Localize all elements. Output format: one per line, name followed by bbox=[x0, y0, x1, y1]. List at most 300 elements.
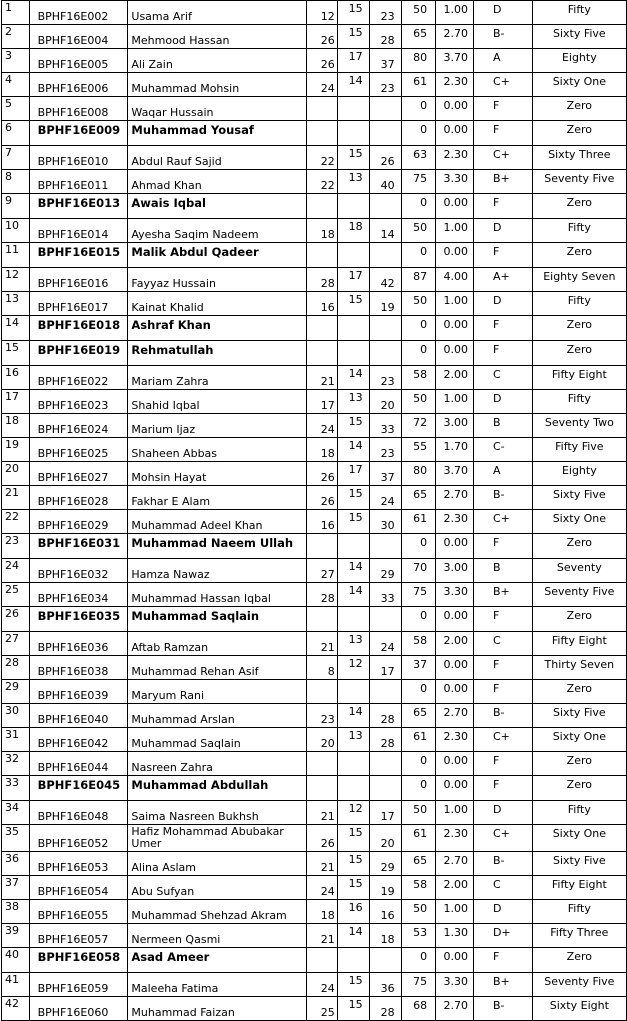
marks-in-words-cell: Fifty Eight bbox=[532, 366, 626, 390]
serial-number-cell: 26 bbox=[2, 607, 30, 632]
student-name-cell: Muhammad Faizan bbox=[128, 997, 307, 1021]
serial-number-cell: 8 bbox=[2, 170, 30, 194]
letter-grade-cell: D bbox=[473, 801, 532, 825]
assessment-1-cell: 28 bbox=[307, 268, 338, 292]
letter-grade-cell: B- bbox=[473, 486, 532, 510]
registration-number-cell: BPHF16E039 bbox=[29, 680, 128, 704]
marks-in-words-cell: Seventy bbox=[532, 559, 626, 583]
assessment-1-cell bbox=[307, 948, 338, 973]
registration-number-cell: BPHF16E019 bbox=[29, 341, 128, 366]
total-marks-cell: 61 bbox=[401, 73, 436, 97]
table-row bbox=[2, 728, 627, 752]
total-marks-cell: 58 bbox=[401, 632, 436, 656]
registration-number-cell: BPHF16E023 bbox=[29, 390, 128, 414]
registration-number-cell: BPHF16E024 bbox=[29, 414, 128, 438]
marks-in-words-cell: Eighty bbox=[532, 462, 626, 486]
grade-point-cell: 0.00 bbox=[436, 121, 474, 146]
assessment-1-cell: 22 bbox=[307, 170, 338, 194]
student-name-cell: Ahmad Khan bbox=[128, 170, 307, 194]
table-row bbox=[2, 825, 627, 852]
grade-point-cell: 1.00 bbox=[436, 292, 474, 316]
grade-point-cell: 1.00 bbox=[436, 900, 474, 924]
grade-point-cell: 1.00 bbox=[436, 390, 474, 414]
registration-number-cell: BPHF16E048 bbox=[29, 801, 128, 825]
assessment-1-cell: 12 bbox=[307, 1, 338, 25]
student-name-cell: Maleeha Fatima bbox=[128, 973, 307, 997]
student-name-cell: Muhammad Saqlain bbox=[128, 607, 307, 632]
assessment-3-cell bbox=[369, 97, 401, 121]
letter-grade-cell: C+ bbox=[473, 825, 532, 852]
registration-number-cell: BPHF16E011 bbox=[29, 170, 128, 194]
serial-number-cell: 13 bbox=[2, 292, 30, 316]
assessment-3-cell: 42 bbox=[369, 268, 401, 292]
assessment-1-cell: 26 bbox=[307, 25, 338, 49]
letter-grade-cell: C+ bbox=[473, 73, 532, 97]
assessment-3-cell: 28 bbox=[369, 997, 401, 1021]
assessment-1-cell: 18 bbox=[307, 438, 338, 462]
registration-number-cell: BPHF16E022 bbox=[29, 366, 128, 390]
grade-point-cell: 3.30 bbox=[436, 583, 474, 607]
assessment-1-cell bbox=[307, 194, 338, 219]
student-name-cell: Marium Ijaz bbox=[128, 414, 307, 438]
table-row bbox=[2, 146, 627, 170]
serial-number-cell: 7 bbox=[2, 146, 30, 170]
letter-grade-cell: D bbox=[473, 1, 532, 25]
total-marks-cell: 72 bbox=[401, 414, 436, 438]
serial-number-cell: 18 bbox=[2, 414, 30, 438]
grade-point-cell: 2.30 bbox=[436, 146, 474, 170]
registration-number-cell: BPHF16E059 bbox=[29, 973, 128, 997]
assessment-3-cell: 33 bbox=[369, 414, 401, 438]
assessment-1-cell: 23 bbox=[307, 704, 338, 728]
assessment-3-cell bbox=[369, 534, 401, 559]
assessment-2-cell bbox=[337, 776, 369, 801]
assessment-2-cell: 15 bbox=[337, 825, 369, 852]
total-marks-cell: 75 bbox=[401, 170, 436, 194]
marks-in-words-cell: Sixty Five bbox=[532, 704, 626, 728]
assessment-2-cell bbox=[337, 97, 369, 121]
assessment-3-cell: 17 bbox=[369, 656, 401, 680]
grade-point-cell: 3.30 bbox=[436, 170, 474, 194]
total-marks-cell: 55 bbox=[401, 438, 436, 462]
assessment-1-cell: 21 bbox=[307, 366, 338, 390]
serial-number-cell: 32 bbox=[2, 752, 30, 776]
marks-in-words-cell: Fifty Five bbox=[532, 438, 626, 462]
letter-grade-cell: C+ bbox=[473, 728, 532, 752]
table-row bbox=[2, 292, 627, 316]
grade-point-cell: 2.70 bbox=[436, 852, 474, 876]
total-marks-cell: 50 bbox=[401, 390, 436, 414]
total-marks-cell: 0 bbox=[401, 194, 436, 219]
serial-number-cell: 36 bbox=[2, 852, 30, 876]
total-marks-cell: 58 bbox=[401, 876, 436, 900]
student-name-cell: Fayyaz Hussain bbox=[128, 268, 307, 292]
letter-grade-cell: B- bbox=[473, 997, 532, 1021]
registration-number-cell: BPHF16E025 bbox=[29, 438, 128, 462]
student-name-cell: Muhammad Saqlain bbox=[128, 728, 307, 752]
assessment-3-cell: 30 bbox=[369, 510, 401, 534]
table-row bbox=[2, 632, 627, 656]
table-row bbox=[2, 341, 627, 366]
serial-number-cell: 28 bbox=[2, 656, 30, 680]
letter-grade-cell: F bbox=[473, 752, 532, 776]
assessment-3-cell: 18 bbox=[369, 924, 401, 948]
table-row bbox=[2, 49, 627, 73]
letter-grade-cell: F bbox=[473, 776, 532, 801]
table-row bbox=[2, 1, 627, 25]
serial-number-cell: 33 bbox=[2, 776, 30, 801]
serial-number-cell: 3 bbox=[2, 49, 30, 73]
assessment-2-cell: 14 bbox=[337, 73, 369, 97]
letter-grade-cell: F bbox=[473, 316, 532, 341]
registration-number-cell: BPHF16E058 bbox=[29, 948, 128, 973]
total-marks-cell: 61 bbox=[401, 510, 436, 534]
table-row bbox=[2, 268, 627, 292]
student-name-cell: Abu Sufyan bbox=[128, 876, 307, 900]
grade-point-cell: 2.30 bbox=[436, 510, 474, 534]
assessment-3-cell: 19 bbox=[369, 292, 401, 316]
student-name-cell: Asad Ameer bbox=[128, 948, 307, 973]
serial-number-cell: 25 bbox=[2, 583, 30, 607]
table-row bbox=[2, 25, 627, 49]
assessment-1-cell: 26 bbox=[307, 49, 338, 73]
assessment-2-cell: 17 bbox=[337, 462, 369, 486]
assessment-2-cell: 15 bbox=[337, 997, 369, 1021]
table-row bbox=[2, 414, 627, 438]
assessment-3-cell: 28 bbox=[369, 704, 401, 728]
table-row bbox=[2, 852, 627, 876]
table-row bbox=[2, 390, 627, 414]
grade-point-cell: 0.00 bbox=[436, 776, 474, 801]
table-row bbox=[2, 704, 627, 728]
assessment-1-cell: 26 bbox=[307, 486, 338, 510]
student-name-cell: Nasreen Zahra bbox=[128, 752, 307, 776]
student-name-cell: Mehmood Hassan bbox=[128, 25, 307, 49]
assessment-1-cell bbox=[307, 316, 338, 341]
student-name-cell: Waqar Hussain bbox=[128, 97, 307, 121]
table-row bbox=[2, 776, 627, 801]
assessment-1-cell: 26 bbox=[307, 825, 338, 852]
table-row bbox=[2, 973, 627, 997]
serial-number-cell: 27 bbox=[2, 632, 30, 656]
registration-number-cell: BPHF16E040 bbox=[29, 704, 128, 728]
marks-in-words-cell: Sixty Eight bbox=[532, 997, 626, 1021]
student-name-cell: Malik Abdul Qadeer bbox=[128, 243, 307, 268]
letter-grade-cell: F bbox=[473, 194, 532, 219]
assessment-3-cell: 24 bbox=[369, 632, 401, 656]
assessment-3-cell bbox=[369, 316, 401, 341]
serial-number-cell: 5 bbox=[2, 97, 30, 121]
letter-grade-cell: D bbox=[473, 900, 532, 924]
grade-point-cell: 3.70 bbox=[436, 49, 474, 73]
serial-number-cell: 16 bbox=[2, 366, 30, 390]
assessment-2-cell: 12 bbox=[337, 801, 369, 825]
registration-number-cell: BPHF16E031 bbox=[29, 534, 128, 559]
student-name-cell: Muhammad Abdullah bbox=[128, 776, 307, 801]
serial-number-cell: 2 bbox=[2, 25, 30, 49]
assessment-3-cell: 40 bbox=[369, 170, 401, 194]
total-marks-cell: 0 bbox=[401, 607, 436, 632]
marks-in-words-cell: Sixty Five bbox=[532, 25, 626, 49]
table-row bbox=[2, 997, 627, 1021]
student-name-cell: Usama Arif bbox=[128, 1, 307, 25]
assessment-1-cell: 21 bbox=[307, 801, 338, 825]
letter-grade-cell: B- bbox=[473, 704, 532, 728]
student-name-cell: Muhammad Yousaf bbox=[128, 121, 307, 146]
marks-in-words-cell: Fifty bbox=[532, 900, 626, 924]
assessment-2-cell bbox=[337, 341, 369, 366]
registration-number-cell: BPHF16E009 bbox=[29, 121, 128, 146]
table-row bbox=[2, 219, 627, 243]
total-marks-cell: 70 bbox=[401, 559, 436, 583]
grade-point-cell: 1.00 bbox=[436, 1, 474, 25]
total-marks-cell: 65 bbox=[401, 852, 436, 876]
marks-in-words-cell: Zero bbox=[532, 752, 626, 776]
grade-point-cell: 1.00 bbox=[436, 219, 474, 243]
grade-point-cell: 3.00 bbox=[436, 559, 474, 583]
grade-point-cell: 0.00 bbox=[436, 97, 474, 121]
student-name-cell: Ashraf Khan bbox=[128, 316, 307, 341]
total-marks-cell: 37 bbox=[401, 656, 436, 680]
grade-point-cell: 0.00 bbox=[436, 341, 474, 366]
registration-number-cell: BPHF16E045 bbox=[29, 776, 128, 801]
assessment-1-cell bbox=[307, 776, 338, 801]
table-row bbox=[2, 121, 627, 146]
registration-number-cell: BPHF16E002 bbox=[29, 1, 128, 25]
registration-number-cell: BPHF16E013 bbox=[29, 194, 128, 219]
grade-point-cell: 2.00 bbox=[436, 876, 474, 900]
letter-grade-cell: F bbox=[473, 121, 532, 146]
student-name-cell: Abdul Rauf Sajid bbox=[128, 146, 307, 170]
assessment-2-cell bbox=[337, 607, 369, 632]
letter-grade-cell: F bbox=[473, 656, 532, 680]
assessment-1-cell bbox=[307, 680, 338, 704]
total-marks-cell: 61 bbox=[401, 825, 436, 852]
assessment-1-cell: 21 bbox=[307, 632, 338, 656]
assessment-1-cell: 22 bbox=[307, 146, 338, 170]
assessment-2-cell: 13 bbox=[337, 632, 369, 656]
assessment-1-cell bbox=[307, 534, 338, 559]
student-name-cell: Muhammad Shehzad Akram bbox=[128, 900, 307, 924]
marks-in-words-cell: Fifty bbox=[532, 1, 626, 25]
serial-number-cell: 22 bbox=[2, 510, 30, 534]
student-name-cell: Hafiz Mohammad Abubakar Umer bbox=[128, 825, 307, 852]
student-name-cell: Fakhar E Alam bbox=[128, 486, 307, 510]
student-name-cell: Nermeen Qasmi bbox=[128, 924, 307, 948]
table-row bbox=[2, 462, 627, 486]
marks-in-words-cell: Fifty bbox=[532, 390, 626, 414]
serial-number-cell: 23 bbox=[2, 534, 30, 559]
assessment-2-cell bbox=[337, 752, 369, 776]
registration-number-cell: BPHF16E032 bbox=[29, 559, 128, 583]
assessment-2-cell: 16 bbox=[337, 900, 369, 924]
table-row bbox=[2, 801, 627, 825]
marks-in-words-cell: Eighty bbox=[532, 49, 626, 73]
table-row bbox=[2, 924, 627, 948]
serial-number-cell: 4 bbox=[2, 73, 30, 97]
serial-number-cell: 6 bbox=[2, 121, 30, 146]
total-marks-cell: 80 bbox=[401, 49, 436, 73]
student-name-cell: Kainat Khalid bbox=[128, 292, 307, 316]
total-marks-cell: 65 bbox=[401, 25, 436, 49]
letter-grade-cell: C bbox=[473, 876, 532, 900]
student-name-cell: Muhammad Mohsin bbox=[128, 73, 307, 97]
assessment-2-cell: 14 bbox=[337, 366, 369, 390]
assessment-3-cell bbox=[369, 680, 401, 704]
letter-grade-cell: A bbox=[473, 462, 532, 486]
marks-in-words-cell: Sixty Five bbox=[532, 486, 626, 510]
assessment-1-cell: 16 bbox=[307, 292, 338, 316]
total-marks-cell: 65 bbox=[401, 704, 436, 728]
serial-number-cell: 40 bbox=[2, 948, 30, 973]
table-row bbox=[2, 510, 627, 534]
assessment-1-cell: 20 bbox=[307, 728, 338, 752]
assessment-1-cell: 18 bbox=[307, 219, 338, 243]
assessment-1-cell: 28 bbox=[307, 583, 338, 607]
assessment-2-cell: 14 bbox=[337, 583, 369, 607]
student-name-cell: Shahid Iqbal bbox=[128, 390, 307, 414]
registration-number-cell: BPHF16E044 bbox=[29, 752, 128, 776]
letter-grade-cell: F bbox=[473, 341, 532, 366]
total-marks-cell: 50 bbox=[401, 292, 436, 316]
assessment-1-cell bbox=[307, 607, 338, 632]
registration-number-cell: BPHF16E052 bbox=[29, 825, 128, 852]
assessment-3-cell bbox=[369, 243, 401, 268]
assessment-1-cell: 18 bbox=[307, 900, 338, 924]
total-marks-cell: 0 bbox=[401, 243, 436, 268]
grade-point-cell: 2.30 bbox=[436, 728, 474, 752]
letter-grade-cell: B bbox=[473, 414, 532, 438]
registration-number-cell: BPHF16E005 bbox=[29, 49, 128, 73]
assessment-2-cell: 15 bbox=[337, 1, 369, 25]
total-marks-cell: 68 bbox=[401, 997, 436, 1021]
table-row bbox=[2, 366, 627, 390]
registration-number-cell: BPHF16E010 bbox=[29, 146, 128, 170]
assessment-1-cell: 21 bbox=[307, 852, 338, 876]
letter-grade-cell: C+ bbox=[473, 146, 532, 170]
assessment-3-cell: 23 bbox=[369, 438, 401, 462]
marks-in-words-cell: Zero bbox=[532, 534, 626, 559]
marks-in-words-cell: Zero bbox=[532, 776, 626, 801]
marks-in-words-cell: Zero bbox=[532, 243, 626, 268]
registration-number-cell: BPHF16E060 bbox=[29, 997, 128, 1021]
serial-number-cell: 31 bbox=[2, 728, 30, 752]
table-row bbox=[2, 752, 627, 776]
marks-in-words-cell: Seventy Two bbox=[532, 414, 626, 438]
assessment-1-cell: 16 bbox=[307, 510, 338, 534]
assessment-3-cell: 33 bbox=[369, 583, 401, 607]
serial-number-cell: 34 bbox=[2, 801, 30, 825]
serial-number-cell: 30 bbox=[2, 704, 30, 728]
letter-grade-cell: C- bbox=[473, 438, 532, 462]
assessment-2-cell bbox=[337, 948, 369, 973]
student-name-cell: Ayesha Saqim Nadeem bbox=[128, 219, 307, 243]
marks-in-words-cell: Zero bbox=[532, 97, 626, 121]
assessment-3-cell bbox=[369, 752, 401, 776]
serial-number-cell: 19 bbox=[2, 438, 30, 462]
registration-number-cell: BPHF16E008 bbox=[29, 97, 128, 121]
assessment-2-cell: 18 bbox=[337, 219, 369, 243]
letter-grade-cell: B+ bbox=[473, 583, 532, 607]
marks-in-words-cell: Sixty One bbox=[532, 510, 626, 534]
grade-point-cell: 1.70 bbox=[436, 438, 474, 462]
serial-number-cell: 41 bbox=[2, 973, 30, 997]
total-marks-cell: 0 bbox=[401, 534, 436, 559]
serial-number-cell: 15 bbox=[2, 341, 30, 366]
table-row bbox=[2, 170, 627, 194]
marks-in-words-cell: Fifty Eight bbox=[532, 632, 626, 656]
assessment-3-cell: 23 bbox=[369, 73, 401, 97]
registration-number-cell: BPHF16E018 bbox=[29, 316, 128, 341]
serial-number-cell: 9 bbox=[2, 194, 30, 219]
registration-number-cell: BPHF16E029 bbox=[29, 510, 128, 534]
marks-in-words-cell: Zero bbox=[532, 948, 626, 973]
grade-point-cell: 2.70 bbox=[436, 704, 474, 728]
registration-number-cell: BPHF16E055 bbox=[29, 900, 128, 924]
grade-point-cell: 0.00 bbox=[436, 534, 474, 559]
assessment-2-cell bbox=[337, 316, 369, 341]
grade-point-cell: 2.70 bbox=[436, 486, 474, 510]
serial-number-cell: 17 bbox=[2, 390, 30, 414]
assessment-2-cell: 15 bbox=[337, 414, 369, 438]
serial-number-cell: 20 bbox=[2, 462, 30, 486]
assessment-3-cell: 23 bbox=[369, 1, 401, 25]
assessment-1-cell: 21 bbox=[307, 924, 338, 948]
assessment-3-cell bbox=[369, 607, 401, 632]
total-marks-cell: 75 bbox=[401, 973, 436, 997]
letter-grade-cell: B- bbox=[473, 852, 532, 876]
assessment-1-cell: 24 bbox=[307, 973, 338, 997]
student-name-cell: Muhammad Hassan Iqbal bbox=[128, 583, 307, 607]
marks-in-words-cell: Sixty Three bbox=[532, 146, 626, 170]
serial-number-cell: 1 bbox=[2, 1, 30, 25]
assessment-3-cell: 20 bbox=[369, 825, 401, 852]
total-marks-cell: 58 bbox=[401, 366, 436, 390]
letter-grade-cell: F bbox=[473, 948, 532, 973]
letter-grade-cell: B- bbox=[473, 25, 532, 49]
assessment-3-cell bbox=[369, 341, 401, 366]
letter-grade-cell: F bbox=[473, 680, 532, 704]
assessment-2-cell: 15 bbox=[337, 146, 369, 170]
total-marks-cell: 50 bbox=[401, 900, 436, 924]
table-row bbox=[2, 486, 627, 510]
assessment-3-cell: 19 bbox=[369, 876, 401, 900]
assessment-2-cell: 14 bbox=[337, 559, 369, 583]
student-name-cell: Muhammad Arslan bbox=[128, 704, 307, 728]
total-marks-cell: 87 bbox=[401, 268, 436, 292]
registration-number-cell: BPHF16E053 bbox=[29, 852, 128, 876]
grade-point-cell: 4.00 bbox=[436, 268, 474, 292]
assessment-3-cell: 16 bbox=[369, 900, 401, 924]
total-marks-cell: 0 bbox=[401, 341, 436, 366]
assessment-2-cell: 15 bbox=[337, 852, 369, 876]
total-marks-cell: 75 bbox=[401, 583, 436, 607]
assessment-1-cell bbox=[307, 752, 338, 776]
marks-in-words-cell: Zero bbox=[532, 680, 626, 704]
registration-number-cell: BPHF16E014 bbox=[29, 219, 128, 243]
grade-point-cell: 2.70 bbox=[436, 25, 474, 49]
letter-grade-cell: D bbox=[473, 219, 532, 243]
assessment-2-cell: 13 bbox=[337, 390, 369, 414]
student-name-cell: Awais Iqbal bbox=[128, 194, 307, 219]
registration-number-cell: BPHF16E034 bbox=[29, 583, 128, 607]
table-row bbox=[2, 559, 627, 583]
assessment-3-cell: 36 bbox=[369, 973, 401, 997]
student-name-cell: Hamza Nawaz bbox=[128, 559, 307, 583]
serial-number-cell: 10 bbox=[2, 219, 30, 243]
assessment-2-cell: 15 bbox=[337, 25, 369, 49]
letter-grade-cell: F bbox=[473, 243, 532, 268]
